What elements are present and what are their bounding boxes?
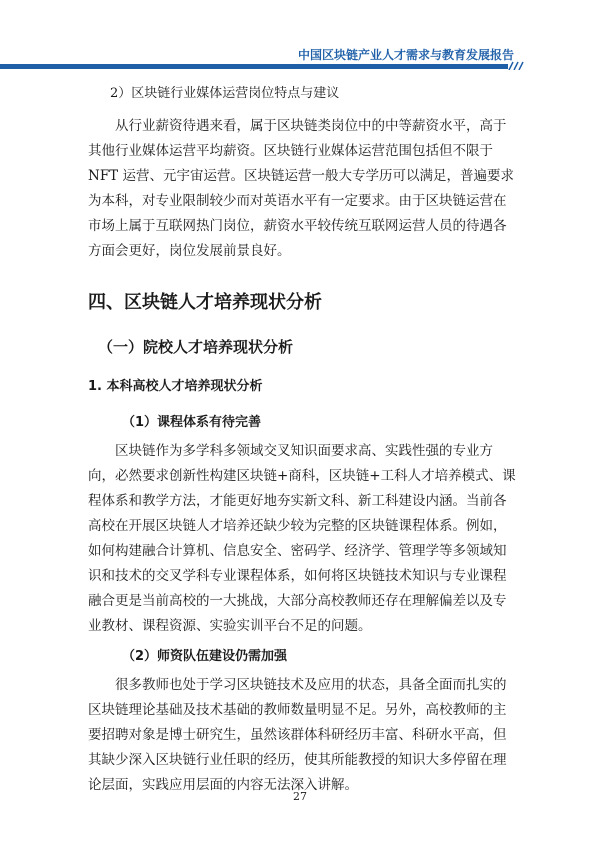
- item-title: 2）区块链行业媒体运营岗位特点与建议: [110, 86, 340, 101]
- paragraph-media-operations: 从行业薪资待遇来看，属于区块链类岗位中的中等薪资水平，高于其他行业媒体运营平均薪资。区块链行业媒体运营范围包括但不限于 NFT 运营、元宇宙运营。区块链运营一般大专学历可以满足，普遍要求为本科，对专业限制较少而对英语水平有一定要求。由于区块链运营在市场上属于互联网热门岗位，薪资水平较传统互联网运营人员的待遇各方面会更好，岗位发展前景良好。: [88, 118, 514, 259]
- section-heading: 四、区块链人才培养现状分析: [88, 292, 322, 313]
- paragraph-faculty: 很多教师也处于学习区块链技术及应用的状态，具备全面而扎实的区块链理论基础及技术基础的教师数量明显不足。另外，高校教师的主要招聘对象是博士研究生，虽然该群体科研经历丰富、科研水平高，但其缺少深入区块链行业任职的经历，使其所能教授的知识大多停留在理论层面，实践应用层面的内容无法深入讲解。: [88, 677, 507, 793]
- header-slashes-decoration: [506, 60, 530, 70]
- page-content: [88, 84, 518, 798]
- report-title: 中国区块链产业人才需求与教育发展报告: [297, 48, 514, 62]
- subsubsection-heading: 1. 本科高校人才培养现状分析: [88, 379, 263, 394]
- point-heading-curriculum: （1）课程体系有待完善: [122, 415, 262, 430]
- subsection-heading: （一）院校人才培养现状分析: [98, 338, 294, 356]
- page-number: 27: [293, 790, 307, 803]
- point-heading-faculty: （2）师资队伍建设仍需加强: [122, 649, 288, 664]
- header-rule: [0, 64, 508, 69]
- paragraph-curriculum: 区块链作为多学科多领域交叉知识面要求高、实践性强的专业方向，必然要求创新性构建区块链+商科，区块链+工科人才培养模式、课程体系和教学方法，才能更好地夯实新文科、新工科建设内涵。当前各高校在开展区块链人才培养还缺少较为完整的区块链课程体系。例如，如何构建融合计算机、信息安全、密码学、经济学、管理学等多领域知识和技术的交叉学科专业课程体系，如何将区块链技术知识与专业课程融合更是当前高校的一大挑战，大部分高校教师还存在理解偏差以及专业教材、课程资源、实验实训平台不足的问题。: [88, 443, 516, 634]
